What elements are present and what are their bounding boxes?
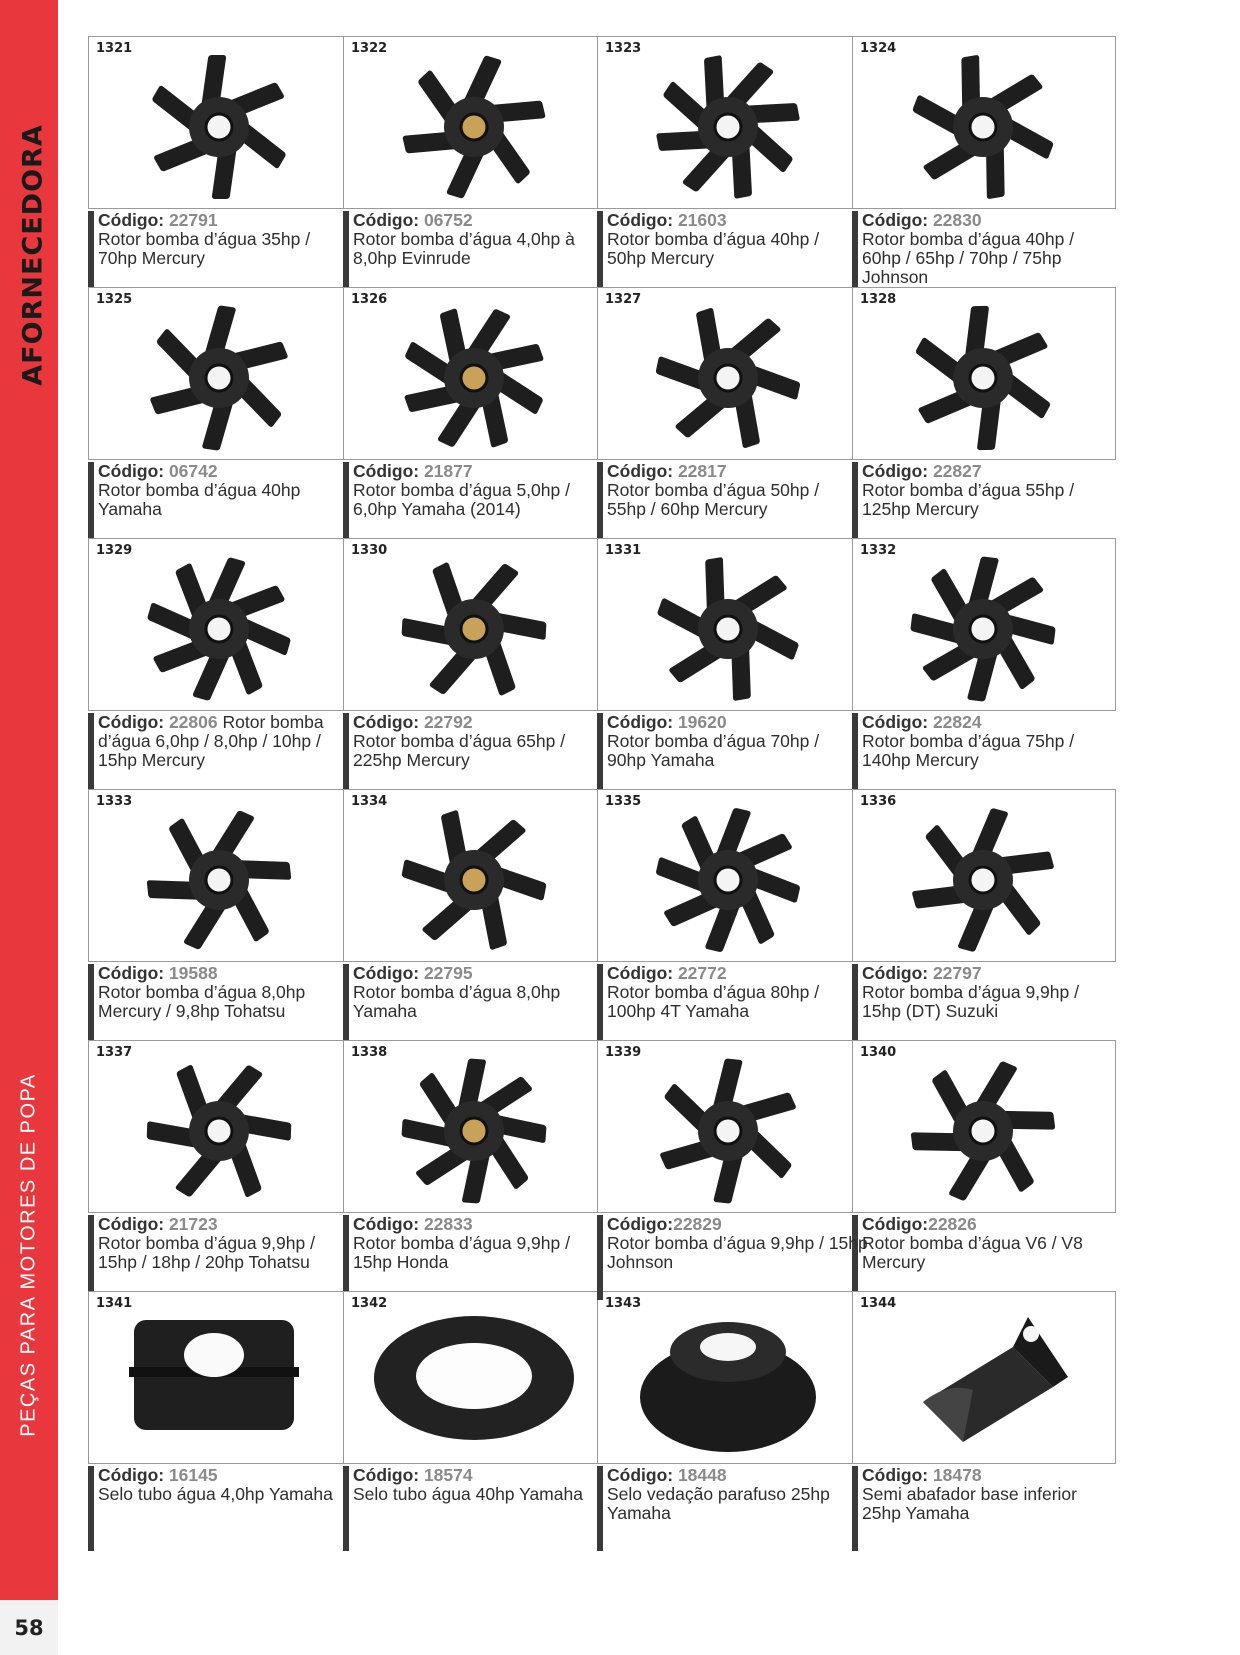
product-code: 22829 [673, 1214, 722, 1234]
product-description: Rotor bomba d’água 8,0hp Mercury / 9,8hp Tohatsu [98, 982, 306, 1021]
product-code: 06752 [423, 210, 473, 230]
impeller-icon [344, 1041, 606, 1212]
product-description: Rotor bomba d’água 9,9hp / 15hp / 18hp / 20hp Tohatsu [98, 1233, 315, 1272]
product-number: 1339 [605, 1045, 642, 1060]
product-description: Rotor bomba d’água 40hp Yamaha [98, 480, 301, 519]
code-label: Código: [98, 461, 169, 481]
code-label: Código: [607, 1214, 674, 1234]
product-number: 1322 [351, 41, 388, 56]
product-card [88, 538, 352, 800]
product-caption [852, 1466, 1116, 1551]
product-card [88, 789, 352, 1051]
product-code: 21877 [423, 461, 473, 481]
code-label: Código: [353, 1214, 424, 1234]
product-description: Selo vedação parafuso 25hp Yamaha [607, 1484, 830, 1523]
code-label: Código: [862, 963, 933, 983]
section-title [14, 1073, 44, 1437]
product-caption [343, 211, 607, 296]
impeller-icon [344, 539, 606, 710]
code-label: Código: [607, 461, 678, 481]
product-description: Rotor bomba d’água V6 / V8 Mercury [862, 1233, 1083, 1272]
product-code: 22817 [677, 461, 727, 481]
product-number: 1325 [96, 292, 133, 307]
impeller-icon [89, 1041, 351, 1212]
code-label: Código: [98, 210, 169, 230]
product-description: Rotor bomba d’água 55hp / 125hp Mercury [862, 480, 1075, 519]
product-number: 1333 [96, 794, 133, 809]
product-photo [852, 789, 1116, 962]
product-card [852, 1291, 1116, 1553]
product-card [88, 287, 352, 549]
product-description: Rotor bomba d’água 40hp / 50hp Mercury [607, 229, 820, 268]
impeller-icon [598, 288, 860, 459]
product-description: Rotor bomba d’água 9,9hp / 15hp Johnson [607, 1233, 868, 1272]
product-caption [343, 964, 607, 1049]
product-photo [343, 1040, 607, 1213]
product-caption [343, 713, 607, 798]
product-number: 1332 [860, 543, 897, 558]
product-description: Rotor bomba d’água 35hp / 70hp Mercury [98, 229, 311, 268]
code-label: Código: [607, 210, 678, 230]
product-card [597, 789, 861, 1051]
product-card [852, 789, 1116, 1051]
code-label: Código: [862, 712, 933, 732]
product-number: 1329 [96, 543, 133, 558]
impeller-icon [344, 288, 606, 459]
product-card [597, 1040, 868, 1302]
product-card [597, 1291, 861, 1553]
product-caption [852, 462, 1116, 547]
sidebar [0, 0, 58, 1655]
product-photo [343, 36, 607, 209]
page-number-box [0, 1600, 58, 1655]
impeller-icon [89, 539, 351, 710]
code-label: Código: [862, 1465, 933, 1485]
code-label: Código: [607, 963, 678, 983]
product-number: 1343 [605, 1296, 642, 1311]
product-description: Rotor bomba d’água 9,9hp / 15hp (DT) Suzuki [862, 982, 1079, 1021]
product-photo [852, 36, 1116, 209]
product-photo [852, 1291, 1116, 1464]
product-photo [597, 36, 861, 209]
product-code: 22792 [423, 712, 473, 732]
product-photo [343, 1291, 607, 1464]
product-grid [88, 36, 1168, 1632]
product-card [343, 287, 607, 549]
product-number: 1341 [96, 1296, 133, 1311]
product-photo [597, 538, 861, 711]
product-code: 19588 [168, 963, 218, 983]
product-card [88, 1291, 352, 1553]
product-photo [88, 1291, 352, 1464]
product-code: 22827 [932, 461, 982, 481]
product-code: 19620 [677, 712, 727, 732]
product-photo [597, 287, 861, 460]
product-code: 22795 [423, 963, 473, 983]
section-title-text: PEÇAS PARA MOTORES DE POPA [17, 1073, 40, 1437]
product-code: 22797 [932, 963, 982, 983]
product-number: 1334 [351, 794, 388, 809]
impeller-icon [598, 790, 860, 961]
rubber-washer-icon [344, 1292, 606, 1463]
product-caption [597, 1215, 897, 1300]
product-caption [343, 1466, 607, 1551]
product-description: Rotor bomba d’água 40hp / 60hp / 65hp / 70hp / 75hp Johnson [862, 229, 1075, 287]
product-description: Selo tubo água 40hp Yamaha [353, 1484, 583, 1504]
code-label: Código: [353, 461, 424, 481]
product-description: Rotor bomba d’água 70hp / 90hp Yamaha [607, 731, 820, 770]
product-description: Semi abafador base inferior 25hp Yamaha [862, 1484, 1077, 1523]
product-photo [88, 538, 352, 711]
product-photo [597, 789, 861, 962]
product-code: 18448 [677, 1465, 727, 1485]
product-photo [852, 538, 1116, 711]
impeller-icon [853, 37, 1115, 208]
product-description: Rotor bomba d’água 80hp / 100hp 4T Yamaha [607, 982, 820, 1021]
product-photo [88, 1040, 352, 1213]
product-code: 22824 [932, 712, 982, 732]
impeller-icon [853, 790, 1115, 961]
code-label: Código: [353, 963, 424, 983]
rubber-seal-icon [89, 1292, 351, 1463]
product-photo [597, 1040, 861, 1213]
code-label: Código: [353, 1465, 424, 1485]
impeller-icon [89, 37, 351, 208]
product-code: 22772 [677, 963, 727, 983]
product-caption [343, 462, 607, 547]
product-description: Rotor bomba d’água 50hp / 55hp / 60hp Mercury [607, 480, 820, 519]
product-description: Rotor bomba d’água 8,0hp Yamaha [353, 982, 561, 1021]
product-caption [852, 713, 1116, 798]
product-code: 22826 [928, 1214, 977, 1234]
product-card [852, 36, 1116, 298]
product-code: 22791 [168, 210, 218, 230]
product-card [343, 1040, 607, 1302]
product-caption [88, 964, 352, 1049]
impeller-icon [598, 37, 860, 208]
muffler-cover-icon [853, 1292, 1115, 1463]
product-photo [597, 1291, 861, 1464]
impeller-icon [853, 539, 1115, 710]
product-code: 06742 [168, 461, 218, 481]
product-card [343, 36, 607, 298]
code-label: Código: [98, 1465, 169, 1485]
impeller-icon [853, 288, 1115, 459]
product-number: 1330 [351, 543, 388, 558]
product-number: 1344 [860, 1296, 897, 1311]
product-description: Rotor bomba d’água 4,0hp à 8,0hp Evinrude [353, 229, 575, 268]
code-label: Código: [98, 963, 169, 983]
product-card [343, 789, 607, 1051]
code-label: Código: [353, 712, 424, 732]
product-photo [343, 287, 607, 460]
product-code: 18478 [932, 1465, 982, 1485]
rubber-grommet-icon [598, 1292, 860, 1463]
code-label: Código: [862, 210, 933, 230]
code-label: Código: [862, 461, 933, 481]
product-description: Rotor bomba d’água 5,0hp / 6,0hp Yamaha (2014) [353, 480, 570, 519]
product-number: 1340 [860, 1045, 897, 1060]
product-photo [852, 1040, 1116, 1213]
product-card [88, 36, 352, 298]
impeller-icon [598, 1041, 860, 1212]
brand-name: AFORNECEDORA [17, 124, 49, 386]
product-description: Rotor bomba d’água 9,9hp / 15hp Honda [353, 1233, 570, 1272]
product-caption [88, 462, 352, 547]
product-description: Rotor bomba d’água 75hp / 140hp Mercury [862, 731, 1075, 770]
product-number: 1338 [351, 1045, 388, 1060]
brand-logo [18, 110, 48, 400]
product-photo [88, 287, 352, 460]
product-caption [852, 211, 1116, 296]
product-code: 22806 [168, 712, 218, 732]
product-card [343, 538, 607, 800]
code-label: Código: [98, 1214, 169, 1234]
product-description: Rotor bomba d’água 65hp / 225hp Mercury [353, 731, 566, 770]
product-description: Selo tubo água 4,0hp Yamaha [98, 1484, 333, 1504]
code-label: Código: [353, 210, 424, 230]
product-number: 1342 [351, 1296, 388, 1311]
product-code: 22833 [423, 1214, 473, 1234]
product-number: 1335 [605, 794, 642, 809]
impeller-icon [89, 790, 351, 961]
impeller-icon [598, 539, 860, 710]
product-number: 1326 [351, 292, 388, 307]
product-caption [88, 211, 352, 296]
impeller-icon [89, 288, 351, 459]
product-number: 1337 [96, 1045, 133, 1060]
product-card [852, 538, 1116, 800]
product-caption [597, 964, 861, 1049]
product-photo [88, 36, 352, 209]
code-label: Código: [98, 712, 169, 732]
product-photo [343, 789, 607, 962]
product-caption [597, 1466, 861, 1551]
code-label: Código: [607, 712, 678, 732]
product-card [597, 538, 861, 800]
product-number: 1323 [605, 41, 642, 56]
page-number: 58 [14, 1615, 44, 1640]
product-number: 1327 [605, 292, 642, 307]
product-caption [88, 1466, 352, 1551]
product-number: 1336 [860, 794, 897, 809]
product-caption [88, 713, 352, 798]
product-code: 21603 [677, 210, 727, 230]
product-number: 1331 [605, 543, 642, 558]
product-card [852, 287, 1116, 549]
product-caption [597, 713, 861, 798]
product-code: 21723 [168, 1214, 218, 1234]
impeller-icon [344, 37, 606, 208]
product-card [88, 1040, 352, 1302]
product-caption [88, 1215, 352, 1300]
product-caption [597, 462, 861, 547]
product-card [343, 1291, 607, 1553]
product-card [597, 36, 861, 298]
product-code: 16145 [168, 1465, 218, 1485]
product-code: 22830 [932, 210, 982, 230]
product-caption [852, 964, 1116, 1049]
code-label: Código: [862, 1214, 929, 1234]
impeller-icon [853, 1041, 1115, 1212]
product-description: Rotor bomba d’água 6,0hp / 8,0hp / 10hp / 15hp Mercury [98, 712, 324, 770]
product-photo [852, 287, 1116, 460]
product-caption [597, 211, 861, 296]
product-number: 1324 [860, 41, 897, 56]
product-number: 1321 [96, 41, 133, 56]
product-photo [343, 538, 607, 711]
impeller-icon [344, 790, 606, 961]
product-number: 1328 [860, 292, 897, 307]
product-photo [88, 789, 352, 962]
product-caption [343, 1215, 607, 1300]
product-code: 18574 [423, 1465, 473, 1485]
product-card [597, 287, 861, 549]
code-label: Código: [607, 1465, 678, 1485]
